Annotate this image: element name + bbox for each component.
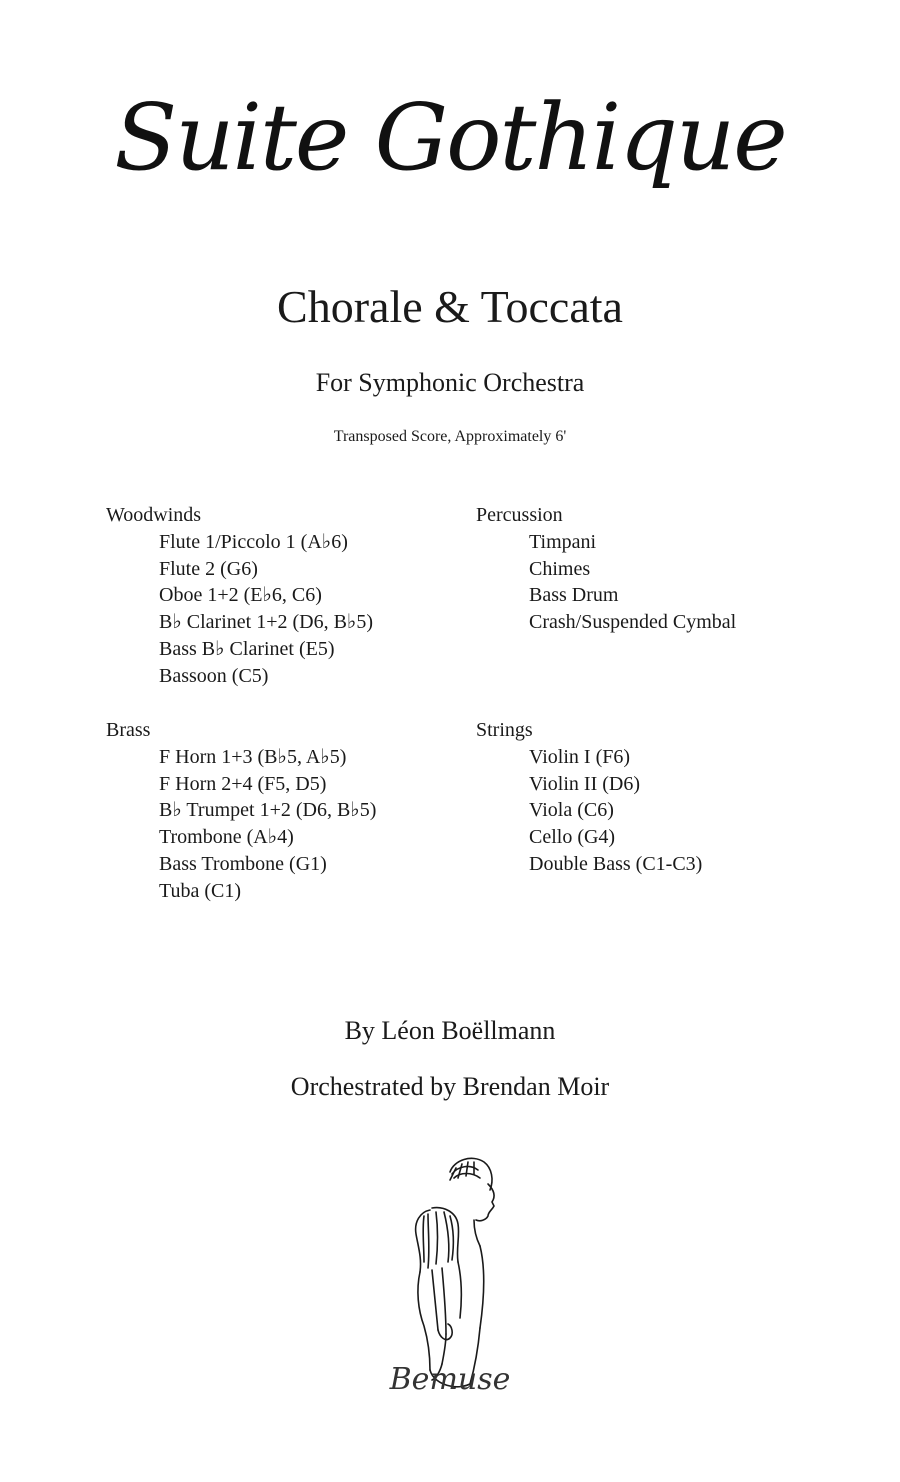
instrument-item: Trombone (A♭4) — [159, 826, 294, 849]
instrument-item: Chimes — [529, 557, 591, 580]
instrument-item: Bassoon (C5) — [159, 664, 269, 687]
publisher-logo-text: Bemuse — [389, 1362, 511, 1397]
instrument-item: B♭ Trumpet 1+2 (D6, B♭5) — [159, 799, 377, 822]
instrument-item: Flute 1/Piccolo 1 (A♭6) — [159, 530, 348, 553]
instrument-item: B♭ Clarinet 1+2 (D6, B♭5) — [159, 611, 374, 634]
composer-credit: By Léon Boëllmann — [344, 1016, 556, 1045]
instrument-item: Oboe 1+2 (E♭6, C6) — [159, 584, 322, 607]
orchestrator-credit: Orchestrated by Brendan Moir — [290, 1072, 610, 1101]
section-heading: Percussion — [476, 504, 563, 526]
section-heading: Woodwinds — [106, 504, 202, 526]
instrument-item: Viola (C6) — [529, 799, 614, 822]
instrument-item: F Horn 2+4 (F5, D5) — [159, 772, 327, 795]
strings-section — [476, 717, 702, 878]
brass-section — [106, 717, 376, 905]
instrument-item: F Horn 1+3 (B♭5, A♭5) — [159, 745, 347, 768]
instrument-item: Bass Trombone (G1) — [159, 852, 327, 875]
instrument-item: Cello (G4) — [529, 826, 616, 849]
instrument-item: Violin II (D6) — [529, 772, 640, 795]
section-heading: Brass — [106, 719, 151, 741]
instrument-item: Flute 2 (G6) — [159, 557, 258, 580]
instrument-item: Bass Drum — [529, 584, 619, 607]
subtitle: Chorale & Toccata — [277, 281, 623, 332]
ensemble-label: For Symphonic Orchestra — [315, 368, 585, 397]
score-info: Transposed Score, Approximately 6' — [333, 428, 567, 445]
woodwinds-section — [106, 502, 373, 690]
instrument-item: Bass B♭ Clarinet (E5) — [159, 637, 335, 660]
instrument-item: Double Bass (C1-C3) — [529, 852, 703, 875]
instrument-item: Crash/Suspended Cymbal — [529, 611, 737, 634]
instrument-item: Tuba (C1) — [159, 879, 242, 902]
instrument-item: Timpani — [529, 530, 597, 553]
instrument-item: Violin I (F6) — [529, 745, 631, 768]
percussion-section — [476, 502, 736, 636]
page-title: Suite Gothique — [114, 84, 786, 191]
section-heading: Strings — [476, 719, 533, 741]
